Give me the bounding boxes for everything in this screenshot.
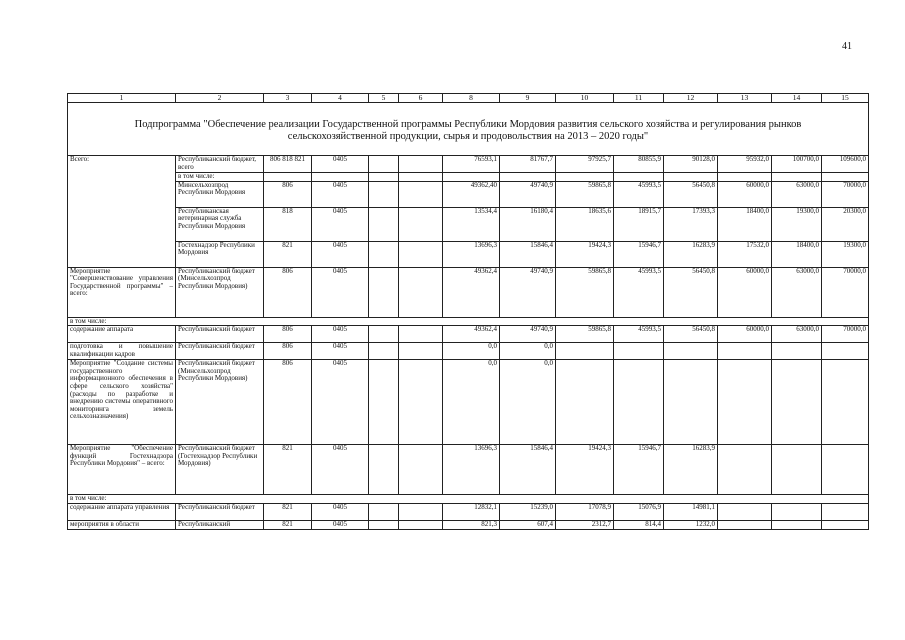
empty-cell [500, 173, 556, 182]
funding-source-cell: Республиканский бюджет [176, 326, 264, 343]
value-cell: 59865,8 [556, 326, 614, 343]
empty-cell [399, 445, 443, 495]
grbs-code-cell: 821 [264, 520, 312, 529]
empty-cell [399, 503, 443, 520]
section-code-cell: 0405 [312, 503, 369, 520]
value-cell: 19424,3 [556, 445, 614, 495]
value-cell: 70000,0 [822, 326, 869, 343]
value-cell: 0,0 [500, 343, 556, 360]
column-number: 13 [718, 94, 772, 103]
empty-cell [369, 156, 399, 173]
value-cell: 19300,0 [822, 241, 869, 267]
section-code-cell: 0405 [312, 156, 369, 173]
column-number: 5 [369, 94, 399, 103]
activity-name-cell: подготовка и повышение квалификации кадров [68, 343, 176, 360]
activity-name-cell: Мероприятие "Создание системы государственного информационного обеспечения в сфере сельского хозяйства" (расходы по разработке и внедрению системы оперативного мониторинга земель сельхозназначения) [68, 360, 176, 445]
grbs-code-cell: 806 [264, 343, 312, 360]
grbs-code-cell: 806 [264, 181, 312, 207]
value-cell: 95932,0 [718, 156, 772, 173]
value-cell: 17532,0 [718, 241, 772, 267]
empty-cell [312, 173, 369, 182]
empty-cell [399, 343, 443, 360]
empty-cell [443, 173, 500, 182]
activity-name-cell: Мероприятие "Совершенствование управления Государственной программы" – всего: [68, 267, 176, 317]
grbs-code-cell: 806 [264, 360, 312, 445]
table-row [68, 495, 869, 504]
grbs-code-cell: 818 [264, 207, 312, 241]
value-cell: 63000,0 [772, 181, 822, 207]
funding-source-cell: Республиканский бюджет (Гостехнадзор Республики Мордовия) [176, 445, 264, 495]
empty-cell [264, 173, 312, 182]
empty-cell [369, 207, 399, 241]
table-row [68, 445, 869, 495]
value-cell: 59865,8 [556, 267, 614, 317]
value-cell [614, 360, 664, 445]
value-cell: 63000,0 [772, 326, 822, 343]
value-cell: 49362,40 [443, 181, 500, 207]
value-cell [664, 343, 718, 360]
value-cell: 0,0 [500, 360, 556, 445]
grbs-code-cell: 821 [264, 503, 312, 520]
value-cell: 97925,7 [556, 156, 614, 173]
value-cell: 60000,0 [718, 326, 772, 343]
value-cell: 81767,7 [500, 156, 556, 173]
value-cell: 0,0 [443, 343, 500, 360]
column-number: 8 [443, 94, 500, 103]
section-code-cell: 0405 [312, 360, 369, 445]
empty-cell [399, 156, 443, 173]
value-cell: 12832,1 [443, 503, 500, 520]
table-row [68, 343, 869, 360]
value-cell: 56450,8 [664, 181, 718, 207]
empty-cell [369, 343, 399, 360]
value-cell: 18400,0 [772, 241, 822, 267]
value-cell: 16283,9 [664, 241, 718, 267]
value-cell: 18915,7 [614, 207, 664, 241]
table-row [68, 181, 869, 207]
value-cell [718, 520, 772, 529]
value-cell: 607,4 [500, 520, 556, 529]
value-cell: 76593,1 [443, 156, 500, 173]
value-cell: 59865,8 [556, 181, 614, 207]
section-code-cell: 0405 [312, 326, 369, 343]
section-code-cell: 0405 [312, 343, 369, 360]
value-cell: 15946,7 [614, 445, 664, 495]
value-cell: 15946,7 [614, 241, 664, 267]
value-cell: 56450,8 [664, 267, 718, 317]
activity-name-cell: в том числе: [68, 317, 869, 326]
column-number: 15 [822, 94, 869, 103]
value-cell [822, 520, 869, 529]
column-number: 2 [176, 94, 264, 103]
value-cell: 45993,5 [614, 326, 664, 343]
grbs-code-cell: 806 [264, 326, 312, 343]
value-cell: 70000,0 [822, 267, 869, 317]
value-cell [822, 360, 869, 445]
funding-source-cell: Республиканский бюджет [176, 503, 264, 520]
value-cell: 49740,9 [500, 326, 556, 343]
value-cell [772, 343, 822, 360]
empty-cell [399, 520, 443, 529]
table-row [68, 173, 869, 182]
empty-cell [399, 207, 443, 241]
value-cell: 2312,7 [556, 520, 614, 529]
funding-source-cell: Гостехнадзор Республики Мордовия [176, 241, 264, 267]
subprogram-title-row [68, 103, 869, 156]
value-cell: 18400,0 [718, 207, 772, 241]
value-cell: 49740,9 [500, 181, 556, 207]
value-cell [772, 520, 822, 529]
funding-source-cell: Республиканский бюджет, всего [176, 156, 264, 173]
grbs-code-cell: 806 [264, 267, 312, 317]
section-code-cell: 0405 [312, 267, 369, 317]
column-number: 4 [312, 94, 369, 103]
table-body [68, 156, 869, 530]
value-cell: 18635,6 [556, 207, 614, 241]
funding-source-cell: в том числе: [176, 173, 264, 182]
value-cell [718, 343, 772, 360]
value-cell: 0,0 [443, 360, 500, 445]
value-cell: 13696,3 [443, 445, 500, 495]
value-cell [822, 503, 869, 520]
column-number: 12 [664, 94, 718, 103]
table-row [68, 156, 869, 173]
value-cell [556, 343, 614, 360]
value-cell [718, 360, 772, 445]
value-cell: 90128,0 [664, 156, 718, 173]
empty-cell [369, 445, 399, 495]
activity-name-cell: содержание аппарата [68, 326, 176, 343]
table-row [68, 326, 869, 343]
value-cell: 19300,0 [772, 207, 822, 241]
section-code-cell: 0405 [312, 241, 369, 267]
value-cell [772, 445, 822, 495]
column-number: 10 [556, 94, 614, 103]
funding-source-cell: Республиканский [176, 520, 264, 529]
value-cell: 13534,4 [443, 207, 500, 241]
grbs-code-cell: 821 [264, 241, 312, 267]
value-cell [772, 360, 822, 445]
value-cell: 15846,4 [500, 241, 556, 267]
column-number: 6 [399, 94, 443, 103]
empty-cell [399, 181, 443, 207]
funding-source-cell: Республиканский бюджет [176, 343, 264, 360]
value-cell: 20300,0 [822, 207, 869, 241]
value-cell [822, 343, 869, 360]
value-cell: 15076,9 [614, 503, 664, 520]
funding-source-cell: Республиканский бюджет (Минсельхозпрод Республики Мордовия) [176, 267, 264, 317]
value-cell: 17393,3 [664, 207, 718, 241]
value-cell: 16283,9 [664, 445, 718, 495]
empty-cell [369, 181, 399, 207]
value-cell: 49362,4 [443, 267, 500, 317]
table-row [68, 520, 869, 529]
value-cell: 60000,0 [718, 267, 772, 317]
value-cell: 60000,0 [718, 181, 772, 207]
value-cell: 19424,3 [556, 241, 614, 267]
program-table [67, 93, 869, 530]
funding-source-cell: Минсельхозпрод Республики Мордовия [176, 181, 264, 207]
value-cell: 70000,0 [822, 181, 869, 207]
empty-cell [556, 173, 614, 182]
column-number: 9 [500, 94, 556, 103]
value-cell [718, 503, 772, 520]
value-cell: 16180,4 [500, 207, 556, 241]
grbs-code-cell: 821 [264, 445, 312, 495]
value-cell: 45993,5 [614, 181, 664, 207]
empty-cell [614, 173, 664, 182]
column-number: 3 [264, 94, 312, 103]
empty-cell [822, 173, 869, 182]
activity-name-cell: Мероприятие "Обеспечение функций Гостехнадзора Республики Мордовия" – всего: [68, 445, 176, 495]
grbs-code-cell: 806 818 821 [264, 156, 312, 173]
column-number: 14 [772, 94, 822, 103]
table-row [68, 207, 869, 241]
empty-cell [664, 173, 718, 182]
empty-cell [369, 326, 399, 343]
value-cell: 45993,5 [614, 267, 664, 317]
value-cell: 821,3 [443, 520, 500, 529]
value-cell: 49740,9 [500, 267, 556, 317]
value-cell: 814,4 [614, 520, 664, 529]
value-cell: 49362,4 [443, 326, 500, 343]
value-cell: 17078,9 [556, 503, 614, 520]
value-cell [718, 445, 772, 495]
value-cell: 109600,0 [822, 156, 869, 173]
table-row [68, 317, 869, 326]
empty-cell [369, 503, 399, 520]
value-cell: 100700,0 [772, 156, 822, 173]
value-cell: 15239,0 [500, 503, 556, 520]
funding-source-cell: Республиканский бюджет (Минсельхозпрод Республики Мордовия) [176, 360, 264, 445]
table-row [68, 267, 869, 317]
value-cell [614, 343, 664, 360]
empty-cell [772, 173, 822, 182]
value-cell: 1232,0 [664, 520, 718, 529]
activity-name-cell: Всего: [68, 156, 176, 268]
activity-name-cell: мероприятия в области [68, 520, 176, 529]
subprogram-title: Подпрограмма "Обеспечение реализации Государственной программы Республики Мордовия развития сельского хозяйства и регулирования рынков сельскохозяйственной продукции, сырья и продовольствия на 2013 – 2020 годы" [68, 103, 869, 156]
table-row [68, 503, 869, 520]
empty-cell [399, 326, 443, 343]
value-cell: 13696,3 [443, 241, 500, 267]
value-cell [822, 445, 869, 495]
value-cell: 56450,8 [664, 326, 718, 343]
value-cell: 14981,1 [664, 503, 718, 520]
activity-name-cell: в том числе: [68, 495, 869, 504]
table-row [68, 241, 869, 267]
value-cell [556, 360, 614, 445]
empty-cell [399, 267, 443, 317]
empty-cell [369, 267, 399, 317]
page-number: 41 [842, 41, 852, 52]
value-cell: 15846,4 [500, 445, 556, 495]
empty-cell [369, 520, 399, 529]
table-row [68, 360, 869, 445]
section-code-cell: 0405 [312, 445, 369, 495]
empty-cell [369, 241, 399, 267]
value-cell: 80855,9 [614, 156, 664, 173]
column-number-row [68, 94, 869, 103]
value-cell [664, 360, 718, 445]
empty-cell [399, 241, 443, 267]
empty-cell [399, 360, 443, 445]
value-cell [772, 503, 822, 520]
empty-cell [369, 360, 399, 445]
value-cell: 63000,0 [772, 267, 822, 317]
empty-cell [399, 173, 443, 182]
activity-name-cell: содержание аппарата управления [68, 503, 176, 520]
section-code-cell: 0405 [312, 520, 369, 529]
empty-cell [718, 173, 772, 182]
column-number: 11 [614, 94, 664, 103]
section-code-cell: 0405 [312, 207, 369, 241]
column-number: 1 [68, 94, 176, 103]
funding-source-cell: Республиканская ветеринарная служба Республики Мордовия [176, 207, 264, 241]
section-code-cell: 0405 [312, 181, 369, 207]
empty-cell [369, 173, 399, 182]
